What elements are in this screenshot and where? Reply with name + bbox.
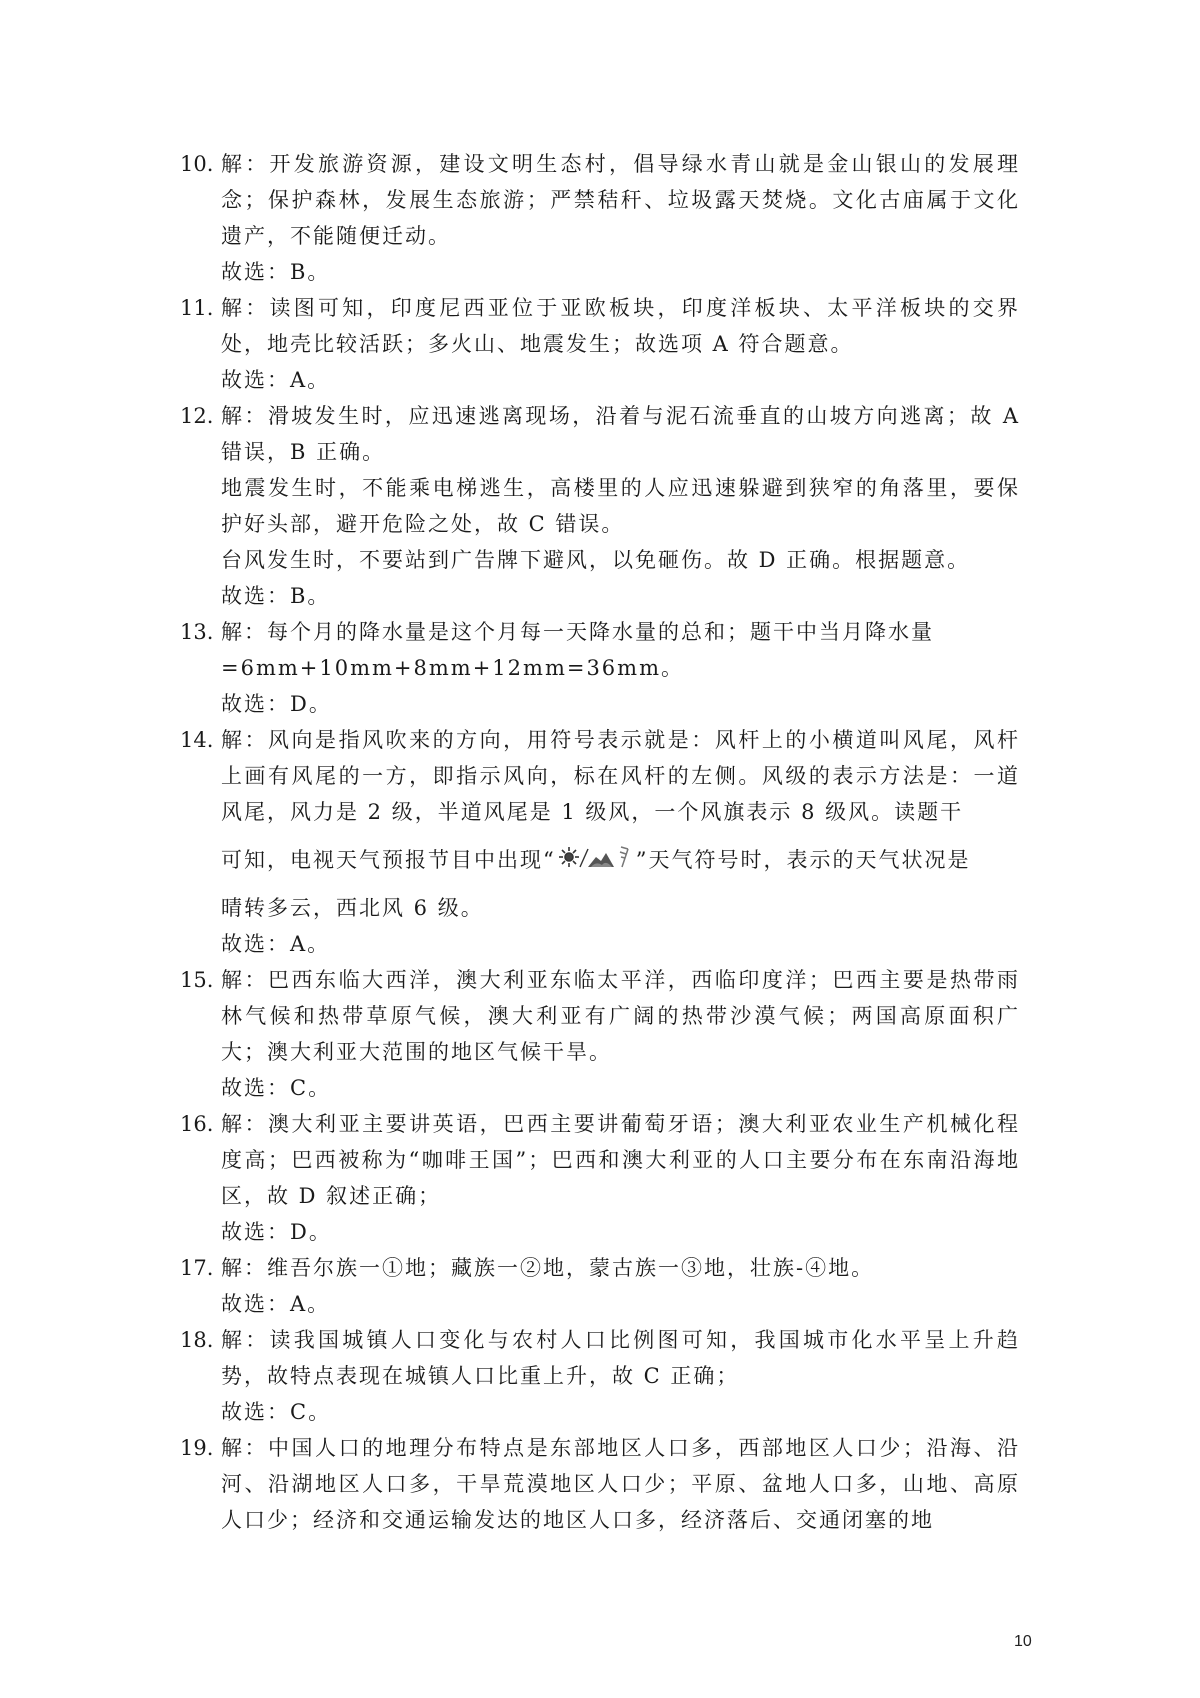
answer-item-10 [180, 146, 1020, 290]
answer-text: 晴转多云，西北风 6 级。 [221, 896, 484, 920]
answer-list [180, 146, 1020, 1538]
answer-item-17 [180, 1250, 1020, 1322]
sunny-to-cloudy-northwest-wind-6-weather-icon [558, 834, 634, 860]
answer-text: 解：读我国城镇人口变化与农村人口比例图可知，我国城市化水平呈上升趋势，故特点表现在城镇人口比重上升，故 C 正确； [221, 1328, 1020, 1388]
answer-number: 17. [180, 1256, 214, 1280]
answer-choice: 故选：B。 [221, 260, 331, 284]
answer-choice: 故选：B。 [221, 584, 331, 608]
answer-text: 解：中国人口的地理分布特点是东部地区人口多，西部地区人口少；沿海、沿河、沿湖地区人口多，干旱荒漠地区人口少；平原、盆地人口多，山地、高原人口少；经济和交通运输发达的地区人口多，经济落后、交通闭塞的地 [221, 1436, 1020, 1532]
answer-number: 19. [180, 1436, 214, 1460]
answer-number: 14. [180, 728, 214, 752]
answer-item-11 [180, 290, 1020, 398]
answer-choice: 故选：A。 [221, 932, 331, 956]
answer-text: 解：巴西东临大西洋，澳大利亚东临太平洋，西临印度洋；巴西主要是热带雨林气候和热带草原气候，澳大利亚有广阔的热带沙漠气候；两国高原面积广大；澳大利亚大范围的地区气候干旱。 [221, 968, 1020, 1064]
answer-item-18 [180, 1322, 1020, 1430]
answer-text-with-symbol [221, 830, 1020, 890]
answer-text: 解：维吾尔族一①地；藏族一②地，蒙古族一③地，壮族-④地。 [221, 1256, 875, 1280]
answer-choice: 故选：C。 [221, 1076, 332, 1100]
answer-number: 11. [180, 296, 214, 320]
answer-text: 解：风向是指风吹来的方向，用符号表示就是：风杆上的小横道叫风尾，风杆上画有风尾的一方，即指示风向，标在风杆的左侧。风级的表示方法是：一道风尾，风力是 2 级，半道风尾是 1 级风，一个风旗表示 8 级风。读题干 [221, 728, 1020, 824]
answer-choice: 故选：A。 [221, 368, 331, 392]
answer-item-19 [180, 1430, 1020, 1538]
answer-text-segment: 可知，电视天气预报节目中出现“ [221, 848, 556, 872]
answer-choice: 故选：D。 [221, 1220, 332, 1244]
answer-text: 解：读图可知，印度尼西亚位于亚欧板块，印度洋板块、太平洋板块的交界处，地壳比较活跃；多火山、地震发生；故选项 A 符合题意。 [221, 296, 1020, 356]
answer-number: 15. [180, 968, 214, 992]
answer-text: 解：开发旅游资源，建设文明生态村，倡导绿水青山就是金山银山的发展理念；保护森林，发展生态旅游；严禁秸秆、垃圾露天焚烧。文化古庙属于文化遗产，不能随便迁动。 [221, 152, 1020, 248]
answer-text: 台风发生时，不要站到广告牌下避风，以免砸伤。故 D 正确。根据题意。 [221, 548, 971, 572]
answer-item-15 [180, 962, 1020, 1106]
page-number: 10 [1014, 1633, 1032, 1650]
answer-item-13 [180, 614, 1020, 722]
answer-text: 解：澳大利亚主要讲英语，巴西主要讲葡萄牙语；澳大利亚农业生产机械化程度高；巴西被称为“咖啡王国”；巴西和澳大利亚的人口主要分布在东南沿海地区，故 D 叙述正确； [221, 1112, 1020, 1208]
answer-choice: 故选：C。 [221, 1400, 332, 1424]
answer-number: 12. [180, 404, 214, 428]
answer-text-segment: ”天气符号时，表示的天气状况是 [635, 848, 971, 872]
answer-item-12 [180, 398, 1020, 614]
answer-text: 地震发生时，不能乘电梯逃生，高楼里的人应迅速躲避到狭窄的角落里，要保护好头部，避开危险之处，故 C 错误。 [221, 476, 1020, 536]
answer-number: 18. [180, 1328, 214, 1352]
answer-text: 解：每个月的降水量是这个月每一天降水量的总和；题干中当月降水量 [221, 620, 934, 644]
answer-text: 解：滑坡发生时，应迅速逃离现场，沿着与泥石流垂直的山坡方向逃离；故 A 错误，B 正确。 [221, 404, 1020, 464]
answer-formula: =6mm+10mm+8mm+12mm=36mm。 [221, 656, 684, 680]
answer-number: 13. [180, 620, 214, 644]
answer-choice: 故选：A。 [221, 1292, 331, 1316]
answer-choice: 故选：D。 [221, 692, 332, 716]
answer-number: 16. [180, 1112, 214, 1136]
answer-item-14 [180, 722, 1020, 962]
answer-item-16 [180, 1106, 1020, 1250]
answer-number: 10. [180, 152, 214, 176]
